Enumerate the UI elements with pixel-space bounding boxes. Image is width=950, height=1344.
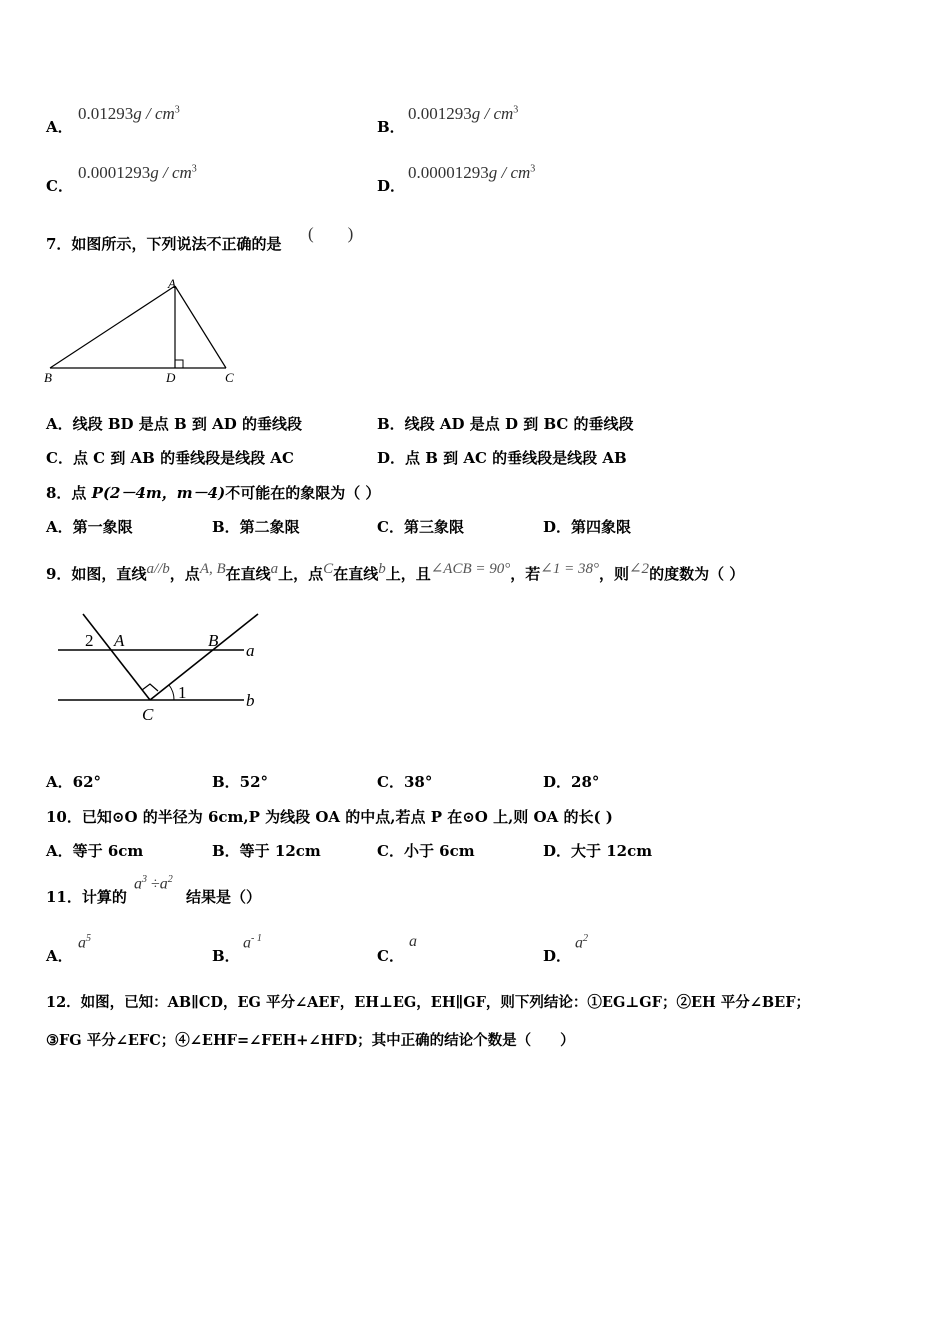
q6-option-d-letter: D． (377, 177, 406, 195)
q7-option-c: C．点 C 到 AB 的垂线段是线段 AC (46, 449, 294, 467)
q7-option-b: B．线段 AD 是点 D 到 BC 的垂线段 (377, 415, 634, 433)
q6-option-d-value: $0.00001293g / cm^3$ (408, 163, 536, 182)
q7-paren: ( ) (308, 224, 354, 243)
q6-option-b-value: $0.001293g / cm^3$ (408, 104, 519, 123)
q9-option-c: C．38° (377, 773, 433, 791)
q7-label-b: B (44, 370, 52, 385)
q9-label-1: 1 (178, 683, 187, 702)
q11-option-b-letter: B． (212, 947, 240, 965)
q8-option-a: A．第一象限 (46, 518, 133, 536)
q11-option-d-value: $a^2$ (575, 933, 588, 952)
q9-label-line-a: a (246, 641, 255, 660)
q11-option-d-letter: D． (543, 947, 572, 965)
q9-option-d: D．28° (543, 773, 600, 791)
q7-triangle-figure (40, 272, 250, 387)
q7-label-c: C (225, 370, 234, 385)
q9-option-b: B．52° (212, 773, 269, 791)
q12-stem-line-1: 12．如图，已知：AB∥CD，EG 平分∠AEF，EH⊥EG，EH∥GF，则下列结论：①EG⊥GF；②EH 平分∠BEF； (46, 994, 810, 1011)
q8-stem: 8．点 P(2－4m，m－4)不可能在的象限为（ ） (46, 484, 381, 502)
q10-option-c: C．小于 6cm (377, 842, 475, 860)
q11-option-a-letter: A． (46, 947, 73, 965)
q11-stem-prefix: 11．计算的 (46, 888, 127, 906)
q12-stem-line-2: ③FG 平分∠EFC；④∠EHF=∠FEH+∠HFD；其中正确的结论个数是（ ） (46, 1032, 575, 1049)
q8-option-b: B．第二象限 (212, 518, 300, 536)
q9-label-a: A (114, 631, 125, 650)
q11-option-a-value: $a^5$ (78, 933, 91, 952)
q10-option-d: D．大于 12cm (543, 842, 653, 860)
q11-option-c-letter: C． (377, 947, 404, 965)
q7-stem: 7．如图所示，下列说法不正确的是 (46, 235, 282, 253)
q9-parallel-lines-figure (50, 608, 270, 723)
q6-option-c-value: $0.0001293g / cm^3$ (78, 163, 197, 182)
q10-stem: 10．已知⊙O 的半径为 6cm,P 为线段 OA 的中点,若点 P 在⊙O 上,则 OA 的长( ) (46, 808, 613, 826)
q9-label-c: C (142, 705, 154, 723)
q10-option-a: A．等于 6cm (46, 842, 144, 860)
q11-stem-suffix: 结果是（） (186, 888, 262, 906)
q7-option-a: A．线段 BD 是点 B 到 AD 的垂线段 (46, 415, 302, 433)
q8-option-c: C．第三象限 (377, 518, 464, 536)
q6-option-a-value: $0.01293g / cm^3$ (78, 104, 180, 123)
q9-label-2: 2 (85, 631, 94, 650)
q6-option-b-letter: B． (377, 118, 405, 136)
q8-option-d: D．第四象限 (543, 518, 632, 536)
q10-option-b: B．等于 12cm (212, 842, 321, 860)
q9-label-line-b: b (246, 691, 255, 710)
q11-expression: $a^3 \div a^2$ (134, 874, 173, 893)
q7-label-a: A (168, 276, 176, 291)
q11-option-b-value: $a^{- 1}$ (243, 933, 262, 952)
q7-label-d: D (166, 370, 176, 385)
q9-stem: 9．如图，直线a//b，点A, B在直线a上，点C在直线b上，且∠ACB = 90°，若∠1 = 38°，则∠2的度数为（ ） (46, 561, 745, 583)
q11-option-c-value: a (409, 933, 417, 950)
q9-label-b: B (208, 631, 219, 650)
q9-option-a: A．62° (46, 773, 102, 791)
q6-option-a-letter: A． (46, 118, 73, 136)
q6-option-c-letter: C． (46, 177, 73, 195)
q7-option-d: D．点 B 到 AC 的垂线段是线段 AB (377, 449, 627, 467)
